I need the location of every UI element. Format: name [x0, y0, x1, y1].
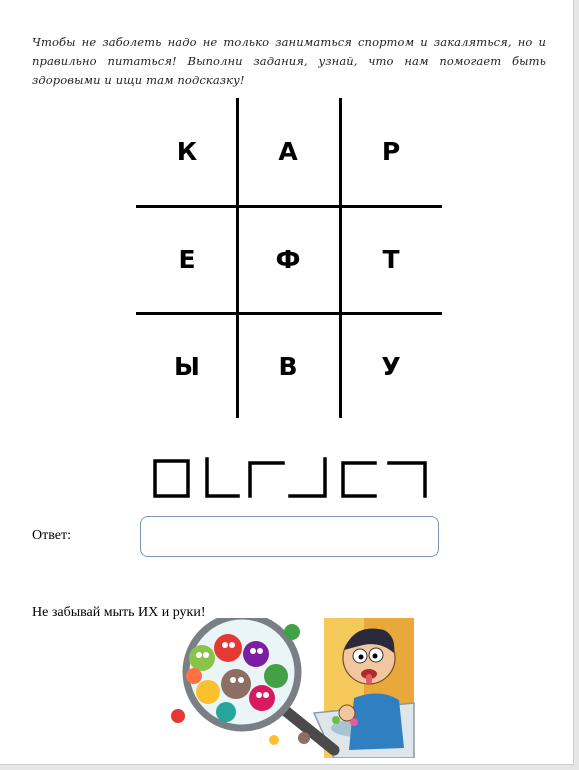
- cipher-corner-top-right-symbol: [389, 463, 425, 496]
- answer-input[interactable]: [140, 516, 439, 557]
- cipher-square-symbol: [155, 461, 188, 496]
- grid-cell-letter: Ы: [174, 352, 200, 381]
- cipher-corner-top-left-symbol: [250, 463, 283, 496]
- grid-cell-letter: Т: [382, 245, 400, 274]
- grid-cell-letter: Е: [178, 245, 196, 274]
- grid-cell-letter: Ф: [275, 245, 301, 274]
- grid-cell-letter: К: [176, 137, 198, 166]
- answer-label: Ответ:: [32, 528, 71, 543]
- cipher-corner-bottom-left-symbol: [207, 459, 238, 496]
- cipher-corner-left-open-symbol: [343, 463, 375, 496]
- grid-cell-letter: А: [278, 137, 298, 166]
- intro-paragraph: Чтобы не заболеть надо не только заниматься спортом и закаляться, но и правильно питаться! Выполни задания, узнай, что нам помогает быть здоровыми и ищи там подсказку!: [32, 35, 546, 87]
- grid-cell-letter: У: [381, 352, 401, 381]
- cipher-corner-bottom-right-symbol: [290, 459, 325, 496]
- wash-hands-note: Не забывай мыть ИХ и руки!: [32, 605, 206, 620]
- grid-cell-letter: В: [278, 352, 298, 381]
- grid-cell-letter: Р: [381, 137, 401, 166]
- germs-illustration: [164, 618, 416, 758]
